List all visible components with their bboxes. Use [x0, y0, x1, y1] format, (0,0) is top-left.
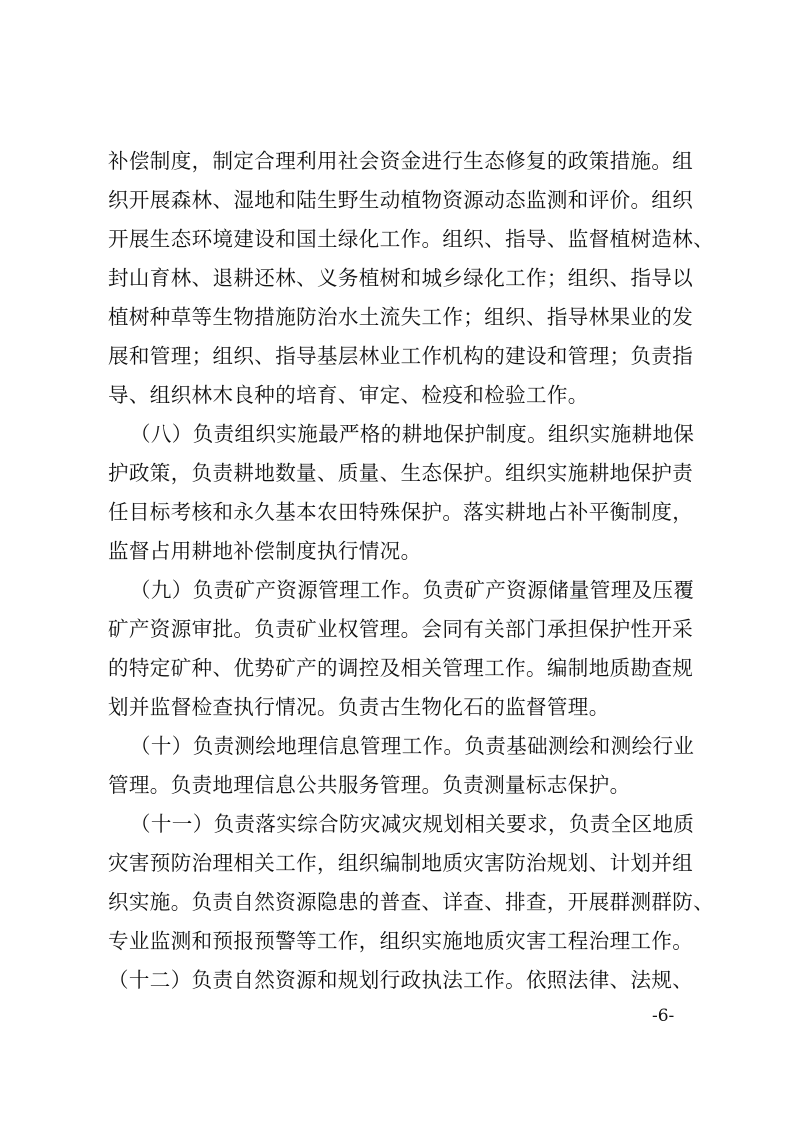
- section-9-heading-line: （九）负责矿产资源管理工作。负责矿产资源储量管理及压覆: [130, 578, 695, 602]
- body-text-line: 护政策，负责耕地数量、质量、生态保护。组织实施耕地保护责: [108, 461, 694, 485]
- body-text-line: 专业监测和预报预警等工作，组织实施地质灾害工程治理工作。: [108, 929, 694, 953]
- body-text-line: 矿产资源审批。负责矿业权管理。会同有关部门承担保护性开采: [108, 617, 694, 641]
- body-text-line: 植树种草等生物措施防治水土流失工作；组织、指导林果业的发: [108, 305, 694, 329]
- body-text-line: 灾害预防治理相关工作，组织编制地质灾害防治规划、计划并组: [108, 851, 694, 875]
- body-text-line: 的特定矿种、优势矿产的调控及相关管理工作。编制地质勘查规: [108, 656, 694, 680]
- section-10-heading-line: （十）负责测绘地理信息管理工作。负责基础测绘和测绘行业: [130, 734, 695, 758]
- page-number: -6-: [652, 1006, 675, 1026]
- body-text-line: 补偿制度，制定合理利用社会资金进行生态修复的政策措施。组: [108, 149, 694, 173]
- body-text-line: 管理。负责地理信息公共服务管理。负责测量标志保护。: [108, 773, 631, 797]
- body-text-line: 织实施。负责自然资源隐患的普查、详查、排查，开展群测群防、: [108, 890, 715, 914]
- body-text-line: 展和管理；组织、指导基层林业工作机构的建设和管理；负责指: [108, 344, 694, 368]
- body-text-line: 任目标考核和永久基本农田特殊保护。落实耕地占补平衡制度，: [108, 500, 694, 524]
- section-12-heading-line: （十二）负责自然资源和规划行政执法工作。依照法律、法规、: [108, 968, 694, 992]
- body-text-line: 开展生态环境建设和国土绿化工作。组织、指导、监督植树造林、: [108, 227, 715, 251]
- body-text-line: 导、组织林木良种的培育、审定、检疫和检验工作。: [108, 383, 589, 407]
- body-text-line: 织开展森林、湿地和陆生野生动植物资源动态监测和评价。组织: [108, 188, 694, 212]
- section-11-heading-line: （十一）负责落实综合防灾减灾规划相关要求，负责全区地质: [130, 812, 695, 836]
- section-8-heading-line: （八）负责组织实施最严格的耕地保护制度。组织实施耕地保: [130, 422, 695, 446]
- body-text-line: 封山育林、退耕还林、义务植树和城乡绿化工作；组织、指导以: [108, 266, 694, 290]
- body-text-line: 划并监督检查执行情况。负责古生物化石的监督管理。: [108, 695, 610, 719]
- body-text-line: 监督占用耕地补偿制度执行情况。: [108, 539, 422, 563]
